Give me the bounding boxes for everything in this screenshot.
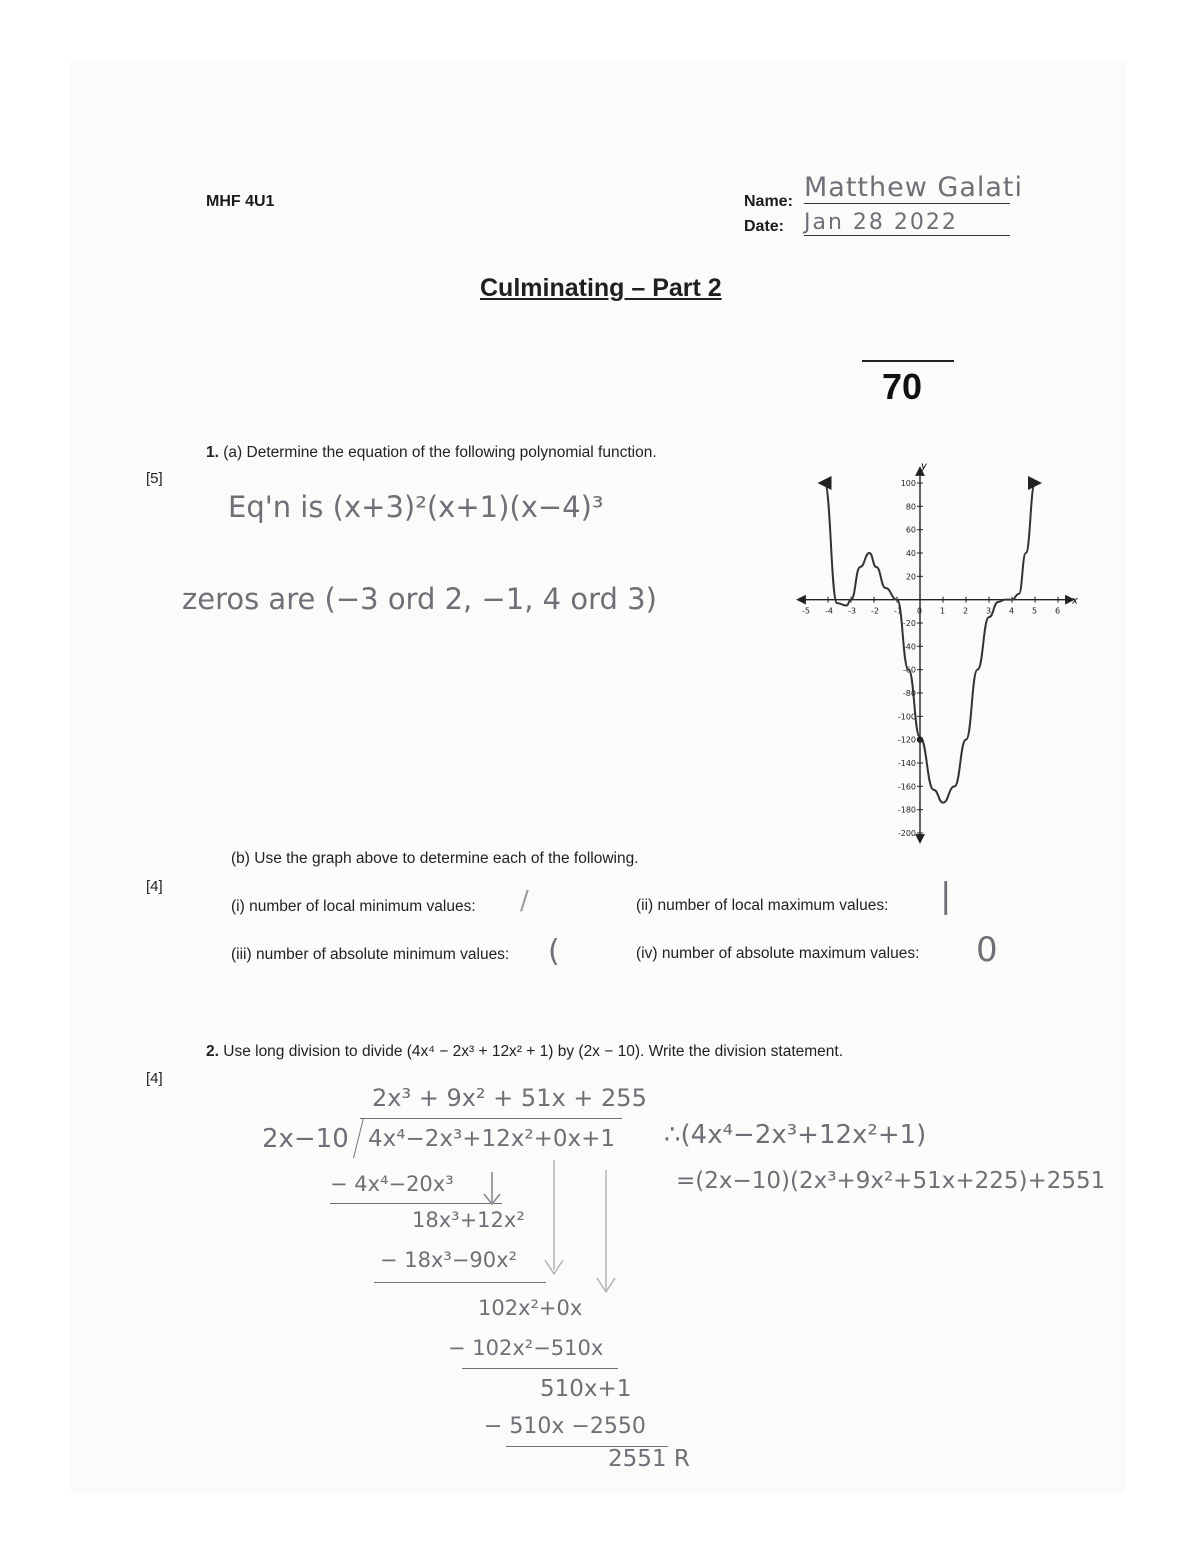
q1-iii-label: (iii) number of absolute minimum values:: [231, 946, 510, 963]
date-label: Date:: [744, 218, 785, 235]
x-tick-label: -1: [894, 606, 902, 616]
y-tick-label: 40: [905, 549, 916, 558]
q1-i-label: (i) number of local minimum values:: [231, 898, 476, 915]
y-tick-label: -180: [897, 805, 916, 815]
q2-statement-line2: =(2x−10)(2x³+9x²+51x+225)+2551: [676, 1168, 1106, 1194]
q2-step-7: − 510x −2550: [484, 1414, 646, 1439]
q2-step-4: 102x²+0x: [478, 1296, 583, 1320]
q1-answer-zeros: zeros are (−3 ord 2, −1, 4 ord 3): [182, 582, 657, 616]
q2-statement-line1: ∴(4x⁴−2x³+12x²+1): [664, 1120, 927, 1150]
q1-answer-equation: Eq'n is (x+3)²(x+1)(x−4)³: [228, 490, 604, 524]
q1-prompt-a: (a) Determine the equation of the following polynomial function.: [223, 444, 657, 461]
page-title: Culminating – Part 2: [480, 274, 722, 302]
q1-marks-b: [4]: [146, 878, 163, 895]
q2-step-5: − 102x²−510x: [448, 1336, 604, 1360]
x-tick-label: 3: [986, 606, 992, 616]
course-code: MHF 4U1: [206, 193, 275, 210]
q1-ii-label: (ii) number of local maximum values:: [636, 897, 889, 914]
x-tick-label: 1: [940, 606, 946, 616]
q2-quotient: 2x³ + 9x² + 51x + 255: [372, 1084, 647, 1112]
q2-divisor: 2x−10: [262, 1124, 349, 1154]
q1-number: 1.: [206, 444, 219, 461]
q1-marks-a: [5]: [146, 470, 163, 487]
y-tick-label: -80: [902, 689, 916, 698]
q1-prompt-b: (b) Use the graph above to determine each of the following.: [231, 850, 639, 867]
x-tick-label: -2: [871, 606, 879, 616]
q1-iv-answer: 0: [976, 930, 998, 970]
score-total: 70: [882, 366, 923, 407]
q2-dividend: 4x⁴−2x³+12x²+0x+1: [368, 1126, 615, 1152]
x-axis-label: x: [1072, 595, 1078, 607]
x-tick-label: -3: [848, 606, 856, 616]
y-tick-label: -60: [902, 665, 916, 675]
step-rule-3: [462, 1368, 618, 1369]
y-axis-label: y: [921, 461, 927, 472]
y-tick-label: -200: [897, 829, 916, 838]
x-tick-label: 0: [917, 606, 923, 616]
q1-i-answer: /: [520, 886, 529, 916]
y-tick-label: -160: [897, 782, 916, 792]
q2-number: 2.: [206, 1043, 219, 1060]
x-tick-label: 4: [1009, 606, 1015, 616]
x-tick-label: 6: [1055, 606, 1061, 616]
y-intercept-point: [917, 736, 923, 742]
y-tick-label: -40: [902, 642, 916, 652]
y-tick-label: -100: [897, 712, 916, 722]
x-tick-label: -4: [825, 606, 833, 616]
y-tick-label: 80: [905, 502, 916, 512]
q1-iii-answer: (: [548, 934, 560, 969]
division-bar: [360, 1118, 622, 1119]
q2-remainder: 2551 R: [608, 1446, 690, 1472]
x-tick-label: 2: [963, 606, 969, 616]
y-tick-label: 100: [900, 479, 916, 488]
q2-step-2: 18x³+12x²: [412, 1208, 525, 1232]
y-tick-label: 60: [905, 525, 916, 535]
y-tick-label: -20: [902, 619, 916, 628]
q1-iv-label: (iv) number of absolute maximum values:: [636, 945, 920, 962]
y-tick-label: -120: [897, 735, 916, 745]
x-tick-label: -5: [802, 606, 810, 616]
polynomial-curve: [825, 483, 1038, 803]
q2-step-1: − 4x⁴−20x³: [330, 1172, 454, 1196]
q2-marks: [4]: [146, 1070, 163, 1087]
y-tick-label: -140: [897, 759, 916, 768]
q1-ii-answer: |: [940, 876, 952, 916]
y-tick-label: 20: [905, 572, 916, 582]
polynomial-graph: [790, 455, 1080, 845]
x-tick-label: 5: [1032, 606, 1038, 616]
q2-step-6: 510x+1: [540, 1376, 632, 1402]
name-value: Matthew Galati: [804, 172, 1024, 203]
score-line: [862, 360, 954, 362]
q2-step-3: − 18x³−90x²: [380, 1248, 518, 1272]
q2-prompt: Use long division to divide (4x⁴ − 2x³ + 12x² + 1) by (2x − 10). Write the division statement.: [223, 1043, 844, 1060]
working-arrows: [470, 1150, 640, 1310]
date-value: Jan 28 2022: [804, 210, 1010, 236]
name-label: Name:: [744, 193, 793, 210]
